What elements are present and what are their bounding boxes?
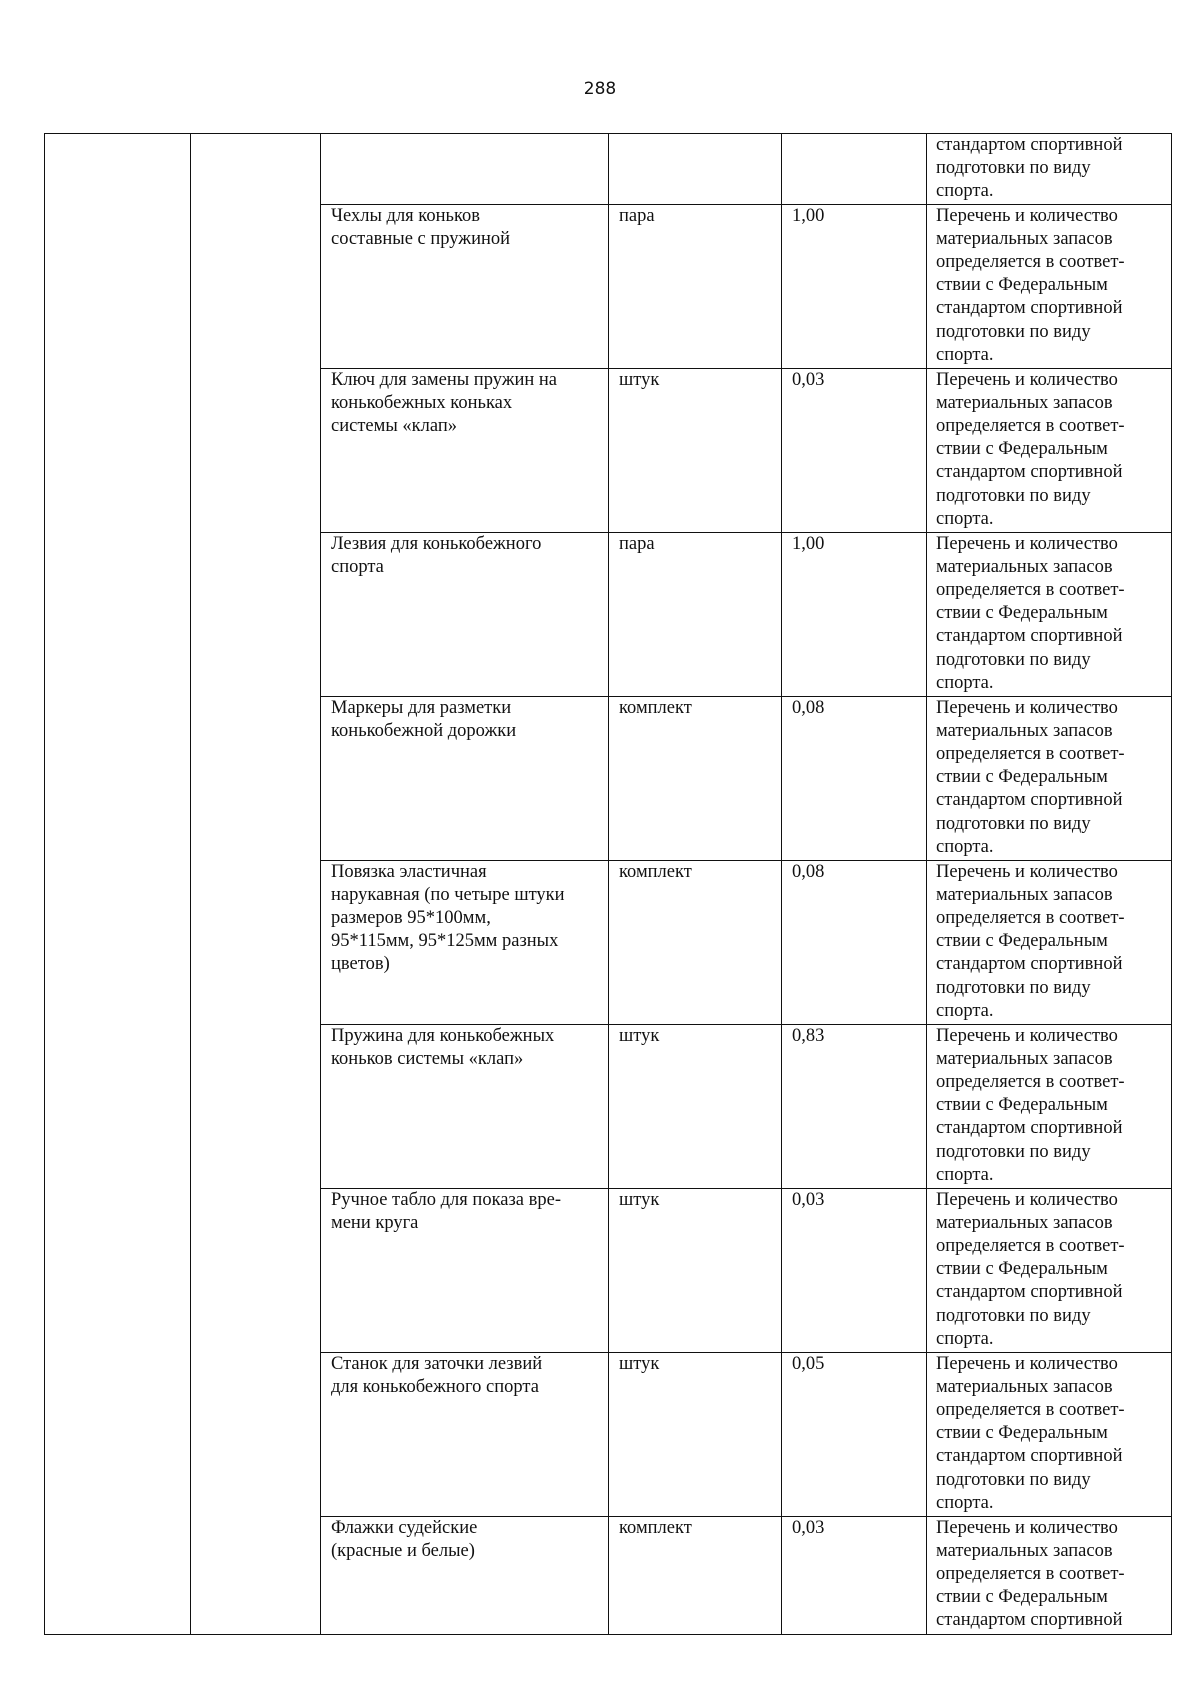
item-name-cell [321,1516,609,1634]
item-name-cell [321,696,609,860]
note-text: Перечень и количество материальных запасов определяется в соответ- ствии с Федеральным стандартом спортивной подготовки по виду спорта. [936,861,1125,1021]
item-name-cell [321,1188,609,1352]
quantity-cell [782,1024,927,1188]
unit-of-measure: пара [619,205,655,226]
unit-of-measure: штук [619,369,660,390]
item-name: Станок для заточки лезвий для конькобежного спорта [331,1353,543,1397]
item-name-cell [321,860,609,1024]
note-text: Перечень и количество материальных запасов определяется в соответ- ствии с Федеральным стандартом спортивной подготовки по виду спорта. [936,1189,1125,1349]
quantity: 0,05 [792,1353,825,1374]
quantity-cell [782,368,927,532]
quantity: 0,08 [792,697,825,718]
item-name: Ручное табло для показа вре- мени круга [331,1189,561,1233]
unit-cell [609,860,782,1024]
note-text: Перечень и количество материальных запасов определяется в соответ- ствии с Федеральным стандартом спортивной [936,1517,1125,1631]
quantity: 1,00 [792,533,825,554]
unit-of-measure: комплект [619,697,692,718]
table-row [45,134,1172,205]
quantity: 0,03 [792,1517,825,1538]
note-cell [927,860,1172,1024]
merged-cell-column-1 [45,134,191,1635]
quantity-cell [782,860,927,1024]
quantity-cell [782,1188,927,1352]
item-name: Флажки судейские (красные и белые) [331,1517,478,1561]
unit-cell [609,696,782,860]
note-text: Перечень и количество материальных запасов определяется в соответ- ствии с Федеральным стандартом спортивной подготовки по виду спорта. [936,533,1125,693]
note-cell [927,204,1172,368]
item-name-cell [321,1024,609,1188]
note-text: Перечень и количество материальных запасов определяется в соответ- ствии с Федеральным стандартом спортивной подготовки по виду спорта. [936,1025,1125,1185]
quantity-cell [782,204,927,368]
note-text: Перечень и количество материальных запасов определяется в соответ- ствии с Федеральным стандартом спортивной подготовки по виду спорта. [936,697,1125,857]
item-name: Пружина для конькобежных коньков системы «клап» [331,1025,555,1069]
item-name: Ключ для замены пружин на конькобежных коньках системы «клап» [331,369,558,437]
item-name-cell [321,204,609,368]
note-cell [927,1188,1172,1352]
quantity-cell [782,696,927,860]
item-name-cell [321,368,609,532]
note-cell [927,696,1172,860]
unit-of-measure: комплект [619,1517,692,1538]
unit-cell [609,532,782,696]
item-name: Лезвия для конькобежного спорта [331,533,542,577]
note-text: Перечень и количество материальных запасов определяется в соответ- ствии с Федеральным стандартом спортивной подготовки по виду спорта. [936,1353,1125,1513]
unit-cell [609,1188,782,1352]
note-cell [927,134,1172,205]
item-name-cell [321,134,609,205]
quantity: 0,03 [792,369,825,390]
item-name: Чехлы для коньков составные с пружиной [331,205,511,249]
unit-cell [609,204,782,368]
note-cell [927,1352,1172,1516]
unit-cell [609,1352,782,1516]
note-cell [927,1516,1172,1634]
item-name-cell [321,532,609,696]
unit-cell [609,1516,782,1634]
unit-of-measure: штук [619,1353,660,1374]
quantity-cell [782,1352,927,1516]
quantity: 0,03 [792,1189,825,1210]
unit-cell [609,1024,782,1188]
equipment-table [44,133,1172,1635]
item-name: Маркеры для разметки конькобежной дорожки [331,697,517,741]
quantity-cell [782,532,927,696]
item-name-cell [321,1352,609,1516]
note-text: стандартом спортивной подготовки по виду спорта. [936,135,1123,202]
unit-of-measure: штук [619,1189,660,1210]
item-name: Повязка эластичная нарукавная (по четыре штуки размеров 95*100мм, 95*115мм, 95*125мм разных цветов) [331,861,565,975]
quantity: 0,83 [792,1025,825,1046]
note-cell [927,1024,1172,1188]
unit-of-measure: комплект [619,861,692,882]
quantity: 1,00 [792,205,825,226]
page-number: 288 [583,79,617,99]
quantity-cell [782,134,927,205]
note-text: Перечень и количество материальных запасов определяется в соответ- ствии с Федеральным стандартом спортивной подготовки по виду спорта. [936,205,1125,365]
quantity: 0,08 [792,861,825,882]
unit-of-measure: штук [619,1025,660,1046]
quantity-cell [782,1516,927,1634]
unit-cell [609,368,782,532]
unit-of-measure: пара [619,533,655,554]
note-text: Перечень и количество материальных запасов определяется в соответ- ствии с Федеральным стандартом спортивной подготовки по виду спорта. [936,369,1125,529]
merged-cell-column-2 [191,134,321,1635]
note-cell [927,532,1172,696]
note-cell [927,368,1172,532]
unit-cell [609,134,782,205]
